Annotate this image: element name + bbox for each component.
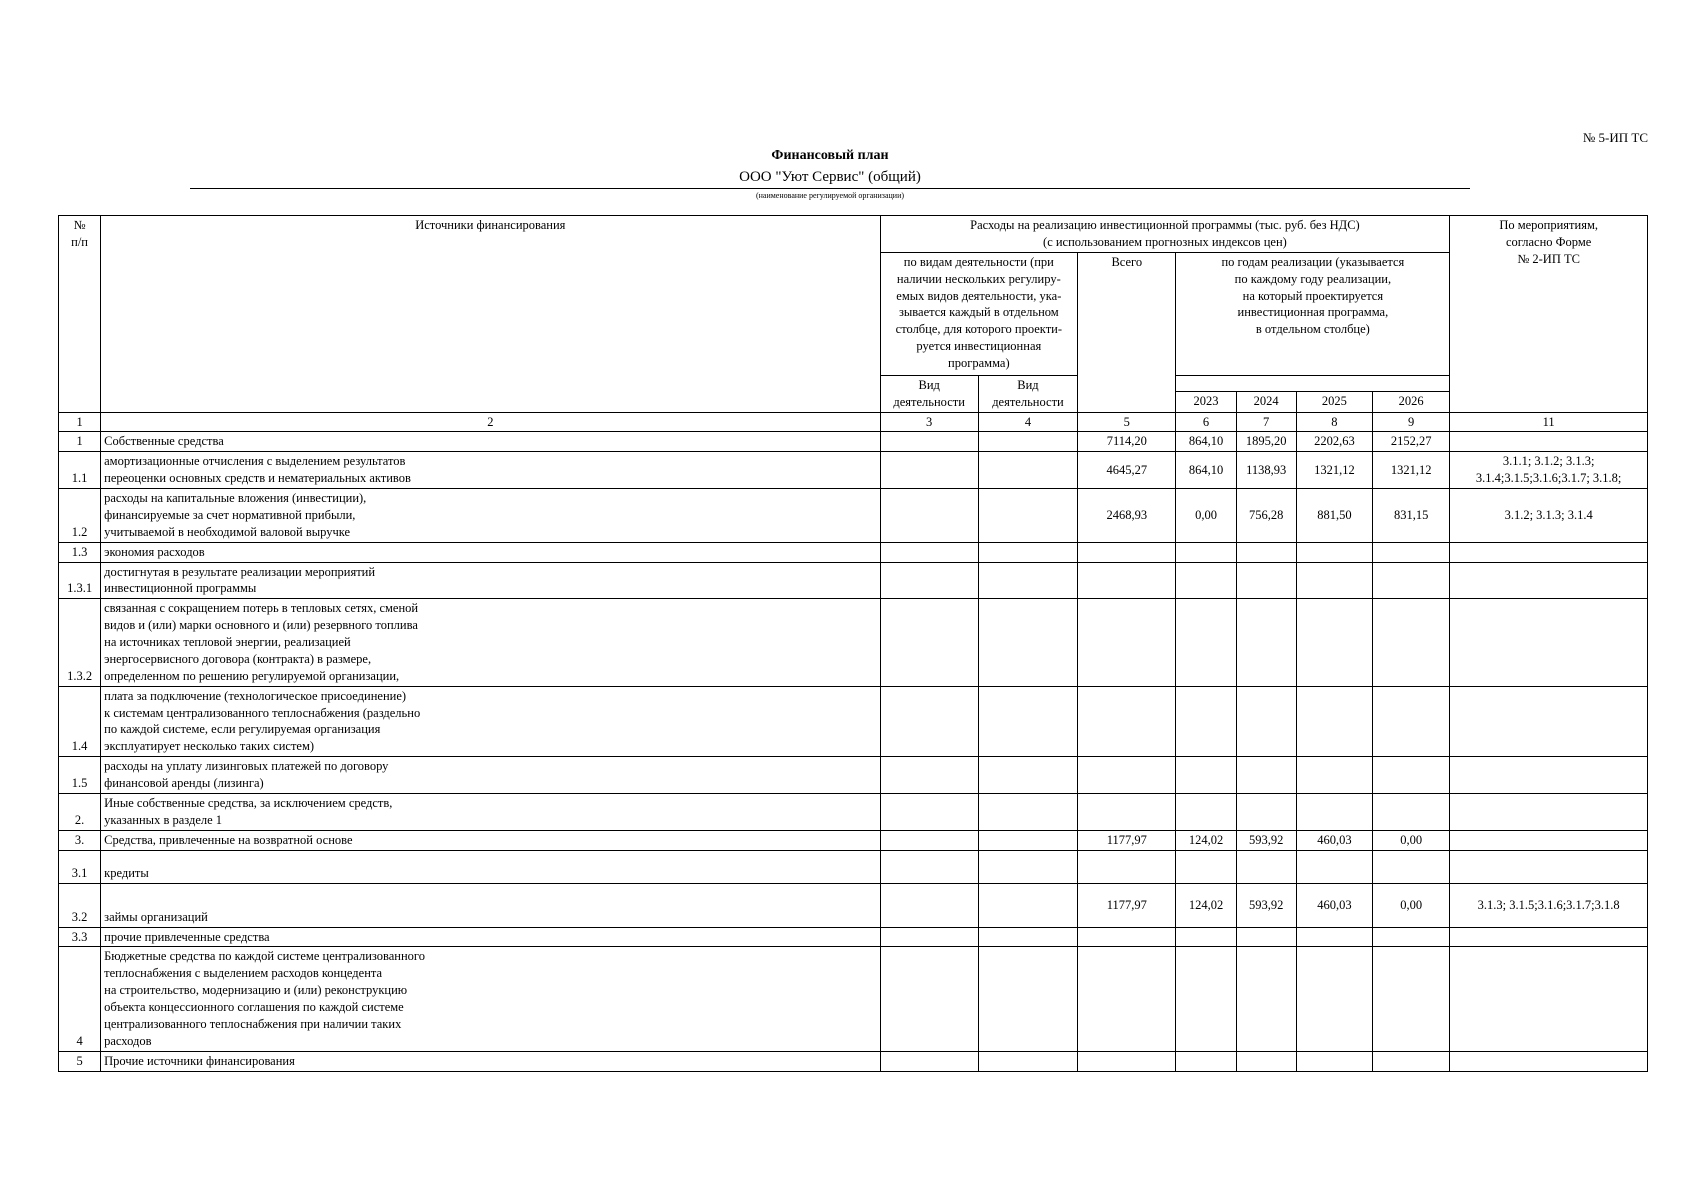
row-label: расходы на уплату лизинговых платежей по договору финансовой аренды (лизинга) bbox=[101, 757, 880, 794]
column-number: 7 bbox=[1236, 412, 1296, 432]
row-year-2 bbox=[1236, 947, 1296, 1051]
table-row bbox=[59, 757, 1648, 794]
column-number: 3 bbox=[880, 412, 978, 432]
row-year-2: 756,28 bbox=[1236, 489, 1296, 543]
row-total: 1177,97 bbox=[1078, 883, 1176, 927]
row-year-3 bbox=[1296, 562, 1372, 599]
row-events bbox=[1450, 830, 1648, 850]
row-year-3 bbox=[1296, 1051, 1372, 1071]
row-number: 1.3.2 bbox=[59, 599, 101, 686]
row-events bbox=[1450, 1051, 1648, 1071]
header-year-2: 2024 bbox=[1236, 392, 1296, 412]
row-year-4: 2152,27 bbox=[1373, 432, 1450, 452]
row-year-2 bbox=[1236, 542, 1296, 562]
row-activity-1 bbox=[880, 947, 978, 1051]
row-activity-1 bbox=[880, 850, 978, 883]
organization-underline bbox=[190, 188, 1470, 189]
column-number: 2 bbox=[101, 412, 880, 432]
table-row bbox=[59, 452, 1648, 489]
row-activity-2 bbox=[978, 793, 1077, 830]
row-year-2 bbox=[1236, 562, 1296, 599]
row-activity-2 bbox=[978, 489, 1077, 543]
table-row bbox=[59, 947, 1648, 1051]
header-no: № п/п bbox=[59, 216, 101, 413]
row-activity-2 bbox=[978, 686, 1077, 757]
column-number: 5 bbox=[1078, 412, 1176, 432]
row-activity-2 bbox=[978, 947, 1077, 1051]
row-year-4 bbox=[1373, 599, 1450, 686]
header-by-years: по годам реализации (указывается по каждому году реализации, на который проектируется инвестиционная программа, в отдельном столбце) bbox=[1176, 252, 1450, 375]
row-number: 3. bbox=[59, 830, 101, 850]
row-number: 1.3 bbox=[59, 542, 101, 562]
row-label: амортизационные отчисления с выделением результатов переоценки основных средств и нематериальных активов bbox=[101, 452, 880, 489]
row-year-1 bbox=[1176, 947, 1236, 1051]
row-year-2: 593,92 bbox=[1236, 830, 1296, 850]
row-activity-2 bbox=[978, 1051, 1077, 1071]
row-activity-2 bbox=[978, 883, 1077, 927]
row-year-1: 0,00 bbox=[1176, 489, 1236, 543]
row-year-4: 0,00 bbox=[1373, 830, 1450, 850]
row-label: Средства, привлеченные на возвратной основе bbox=[101, 830, 880, 850]
row-number: 1.1 bbox=[59, 452, 101, 489]
organization-caption: (наименование регулируемой организации) bbox=[755, 191, 905, 200]
row-year-4 bbox=[1373, 757, 1450, 794]
row-year-1 bbox=[1176, 562, 1236, 599]
row-number: 3.1 bbox=[59, 850, 101, 883]
row-year-4: 831,15 bbox=[1373, 489, 1450, 543]
row-total bbox=[1078, 562, 1176, 599]
row-number: 5 bbox=[59, 1051, 101, 1071]
row-activity-1 bbox=[880, 830, 978, 850]
row-activity-1 bbox=[880, 432, 978, 452]
header-events: По мероприятиям, согласно Форме № 2-ИП ТС bbox=[1450, 216, 1648, 413]
row-total bbox=[1078, 686, 1176, 757]
row-year-3 bbox=[1296, 686, 1372, 757]
column-number: 1 bbox=[59, 412, 101, 432]
row-year-4 bbox=[1373, 542, 1450, 562]
row-year-1 bbox=[1176, 793, 1236, 830]
row-total bbox=[1078, 542, 1176, 562]
row-year-1 bbox=[1176, 927, 1236, 947]
row-year-2 bbox=[1236, 927, 1296, 947]
row-activity-1 bbox=[880, 452, 978, 489]
row-label: плата за подключение (технологическое присоединение) к системам централизованного теплоснабжения (раздельно по каждой системе, если регулируемая организация эксплуатирует несколько таких систем) bbox=[101, 686, 880, 757]
table-header bbox=[59, 216, 1648, 432]
row-year-2 bbox=[1236, 599, 1296, 686]
table-row bbox=[59, 542, 1648, 562]
row-label: прочие привлеченные средства bbox=[101, 927, 880, 947]
row-number: 1.2 bbox=[59, 489, 101, 543]
row-year-3: 460,03 bbox=[1296, 830, 1372, 850]
row-year-4 bbox=[1373, 562, 1450, 599]
document-title: Финансовый план bbox=[771, 148, 889, 163]
row-year-3 bbox=[1296, 850, 1372, 883]
table-row bbox=[59, 432, 1648, 452]
row-year-2 bbox=[1236, 757, 1296, 794]
row-label: Бюджетные средства по каждой системе централизованного теплоснабжения с выделением расходов концедента на строительство, модернизацию и (или) реконструкцию объекта концессионного соглашения по каждой системе централизованного теплоснабжения при наличии таких расходов bbox=[101, 947, 880, 1051]
row-label: связанная с сокращением потерь в тепловых сетях, сменой видов и (или) марки основного и (или) резервного топлива на источниках тепловой энергии, реализацией энергосервисного договора (контракта) в размере, определенном по решению регулируемой организации, bbox=[101, 599, 880, 686]
row-year-2 bbox=[1236, 1051, 1296, 1071]
row-events bbox=[1450, 542, 1648, 562]
row-year-4 bbox=[1373, 686, 1450, 757]
row-activity-2 bbox=[978, 542, 1077, 562]
table-row bbox=[59, 562, 1648, 599]
row-events bbox=[1450, 757, 1648, 794]
row-year-2 bbox=[1236, 686, 1296, 757]
column-numbers-row bbox=[59, 412, 1648, 432]
row-year-3 bbox=[1296, 947, 1372, 1051]
row-year-2: 1895,20 bbox=[1236, 432, 1296, 452]
row-year-2 bbox=[1236, 793, 1296, 830]
row-year-3: 1321,12 bbox=[1296, 452, 1372, 489]
table-row bbox=[59, 489, 1648, 543]
row-number: 2. bbox=[59, 793, 101, 830]
column-number: 9 bbox=[1373, 412, 1450, 432]
row-year-1: 124,02 bbox=[1176, 883, 1236, 927]
header-activity-1: Вид деятельности bbox=[880, 375, 978, 412]
header-total: Всего bbox=[1078, 252, 1176, 412]
row-label: Прочие источники финансирования bbox=[101, 1051, 880, 1071]
header-sources: Источники финансирования bbox=[101, 216, 880, 413]
form-number: № 5-ИП ТС bbox=[1582, 130, 1648, 145]
header-activity-2: Вид деятельности bbox=[978, 375, 1077, 412]
row-events: 3.1.2; 3.1.3; 3.1.4 bbox=[1450, 489, 1648, 543]
row-events bbox=[1450, 562, 1648, 599]
row-year-4 bbox=[1373, 850, 1450, 883]
row-year-3 bbox=[1296, 542, 1372, 562]
row-number: 3.2 bbox=[59, 883, 101, 927]
row-year-1: 864,10 bbox=[1176, 432, 1236, 452]
row-activity-1 bbox=[880, 757, 978, 794]
row-year-1 bbox=[1176, 686, 1236, 757]
row-activity-1 bbox=[880, 542, 978, 562]
row-events: 3.1.3; 3.1.5;3.1.6;3.1.7;3.1.8 bbox=[1450, 883, 1648, 927]
row-total bbox=[1078, 599, 1176, 686]
row-events bbox=[1450, 686, 1648, 757]
row-year-3: 2202,63 bbox=[1296, 432, 1372, 452]
row-year-3 bbox=[1296, 757, 1372, 794]
table-row bbox=[59, 599, 1648, 686]
row-activity-2 bbox=[978, 927, 1077, 947]
organization-name: ООО "Уют Сервис" (общий) bbox=[739, 169, 921, 185]
row-label: расходы на капитальные вложения (инвестиции), финансируемые за счет нормативной прибыли, учитываемой в необходимой валовой выручке bbox=[101, 489, 880, 543]
row-year-3: 460,03 bbox=[1296, 883, 1372, 927]
row-events bbox=[1450, 432, 1648, 452]
column-number: 8 bbox=[1296, 412, 1372, 432]
row-activity-1 bbox=[880, 793, 978, 830]
table-row bbox=[59, 830, 1648, 850]
table-row bbox=[59, 793, 1648, 830]
row-year-1 bbox=[1176, 850, 1236, 883]
row-year-4 bbox=[1373, 947, 1450, 1051]
row-year-4 bbox=[1373, 927, 1450, 947]
row-year-4 bbox=[1373, 1051, 1450, 1071]
row-year-1: 864,10 bbox=[1176, 452, 1236, 489]
row-year-2: 593,92 bbox=[1236, 883, 1296, 927]
row-events bbox=[1450, 793, 1648, 830]
row-events bbox=[1450, 850, 1648, 883]
row-number: 1.3.1 bbox=[59, 562, 101, 599]
row-year-2: 1138,93 bbox=[1236, 452, 1296, 489]
table-row bbox=[59, 883, 1648, 927]
row-events bbox=[1450, 599, 1648, 686]
row-total bbox=[1078, 1051, 1176, 1071]
row-total bbox=[1078, 850, 1176, 883]
row-total: 1177,97 bbox=[1078, 830, 1176, 850]
row-year-3 bbox=[1296, 599, 1372, 686]
row-label: Собственные средства bbox=[101, 432, 880, 452]
row-label: кредиты bbox=[101, 850, 880, 883]
row-label: займы организаций bbox=[101, 883, 880, 927]
row-activity-1 bbox=[880, 686, 978, 757]
row-year-1: 124,02 bbox=[1176, 830, 1236, 850]
column-number: 11 bbox=[1450, 412, 1648, 432]
column-number: 4 bbox=[978, 412, 1077, 432]
financial-plan-table bbox=[58, 215, 1648, 1072]
row-total: 7114,20 bbox=[1078, 432, 1176, 452]
row-label: достигнутая в результате реализации мероприятий инвестиционной программы bbox=[101, 562, 880, 599]
row-activity-2 bbox=[978, 830, 1077, 850]
row-activity-2 bbox=[978, 432, 1077, 452]
row-activity-1 bbox=[880, 927, 978, 947]
header-by-activity: по видам деятельности (при наличии нескольких регулиру- емых видов деятельности, ука- зывается каждый в отдельном столбце, для которого проекти- руется инвестиционная программа) bbox=[880, 252, 1078, 375]
row-year-4 bbox=[1373, 793, 1450, 830]
table-row bbox=[59, 686, 1648, 757]
row-year-4: 0,00 bbox=[1373, 883, 1450, 927]
row-events bbox=[1450, 927, 1648, 947]
row-activity-1 bbox=[880, 1051, 978, 1071]
row-activity-1 bbox=[880, 599, 978, 686]
row-total bbox=[1078, 927, 1176, 947]
row-activity-1 bbox=[880, 489, 978, 543]
table-row bbox=[59, 1051, 1648, 1071]
row-total bbox=[1078, 793, 1176, 830]
row-activity-1 bbox=[880, 883, 978, 927]
row-total: 4645,27 bbox=[1078, 452, 1176, 489]
row-events bbox=[1450, 947, 1648, 1051]
row-label: Иные собственные средства, за исключением средств, указанных в разделе 1 bbox=[101, 793, 880, 830]
table-body bbox=[59, 432, 1648, 1071]
row-number: 4 bbox=[59, 947, 101, 1051]
row-total: 2468,93 bbox=[1078, 489, 1176, 543]
row-activity-2 bbox=[978, 599, 1077, 686]
row-year-3: 881,50 bbox=[1296, 489, 1372, 543]
table-row bbox=[59, 927, 1648, 947]
row-total bbox=[1078, 947, 1176, 1051]
row-year-1 bbox=[1176, 542, 1236, 562]
row-events: 3.1.1; 3.1.2; 3.1.3; 3.1.4;3.1.5;3.1.6;3.1.7; 3.1.8; bbox=[1450, 452, 1648, 489]
row-year-1 bbox=[1176, 757, 1236, 794]
header-year-1: 2023 bbox=[1176, 392, 1236, 412]
row-number: 1.5 bbox=[59, 757, 101, 794]
header-year-3: 2025 bbox=[1296, 392, 1372, 412]
row-activity-1 bbox=[880, 562, 978, 599]
row-year-1 bbox=[1176, 599, 1236, 686]
row-total bbox=[1078, 757, 1176, 794]
table-row bbox=[59, 850, 1648, 883]
column-number: 6 bbox=[1176, 412, 1236, 432]
row-year-3 bbox=[1296, 793, 1372, 830]
header-year-4: 2026 bbox=[1373, 392, 1450, 412]
row-label: экономия расходов bbox=[101, 542, 880, 562]
row-year-2 bbox=[1236, 850, 1296, 883]
row-year-1 bbox=[1176, 1051, 1236, 1071]
row-number: 1 bbox=[59, 432, 101, 452]
header-expenses: Расходы на реализацию инвестиционной программы (тыс. руб. без НДС) (с использованием прогнозных индексов цен) bbox=[880, 216, 1450, 253]
row-number: 3.3 bbox=[59, 927, 101, 947]
row-activity-2 bbox=[978, 850, 1077, 883]
row-activity-2 bbox=[978, 562, 1077, 599]
row-year-4: 1321,12 bbox=[1373, 452, 1450, 489]
row-activity-2 bbox=[978, 757, 1077, 794]
row-year-3 bbox=[1296, 927, 1372, 947]
header-years-spacer bbox=[1176, 375, 1450, 391]
row-number: 1.4 bbox=[59, 686, 101, 757]
row-activity-2 bbox=[978, 452, 1077, 489]
